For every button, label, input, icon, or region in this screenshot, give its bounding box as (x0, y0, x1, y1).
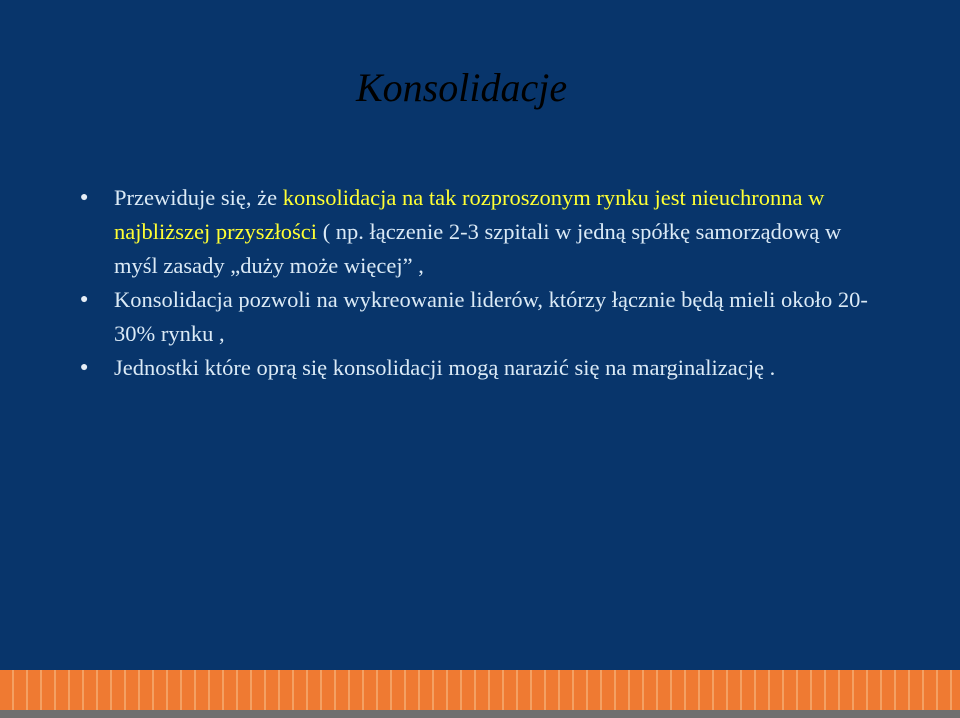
bullet-text-part: ( np. łączenie 2-3 szpitali w jedną spółkę samorządową w myśl zasady „duży może więcej” , (114, 219, 842, 278)
bullet-item (0, 283, 874, 351)
bullet-text-part: Jednostki które oprą się konsolidacji mogą narazić się na marginalizację . (114, 355, 776, 380)
footer-gray-stripe (0, 710, 960, 718)
bullet-highlight-text: konsolidacja na tak rozproszonym rynku jest nieuchronna w najbliższej przyszłości (114, 185, 825, 244)
bullet-list (0, 181, 960, 385)
bullet-item (0, 351, 874, 385)
bullet-text-part: Konsolidacja pozwoli na wykreowanie liderów, którzy łącznie będą mieli około 20-30% rynku , (114, 287, 868, 346)
bullet-dot-icon: ● (80, 190, 89, 205)
footer-decoration (0, 670, 960, 718)
bullet-dot-icon: ● (80, 360, 89, 375)
bullet-dot-icon: ● (80, 292, 89, 307)
bullet-text-part: Przewiduje się, że (114, 185, 283, 210)
footer-orange-stripe (0, 670, 960, 710)
bullet-item (0, 181, 874, 283)
slide-title: Konsolidacje (356, 65, 568, 110)
